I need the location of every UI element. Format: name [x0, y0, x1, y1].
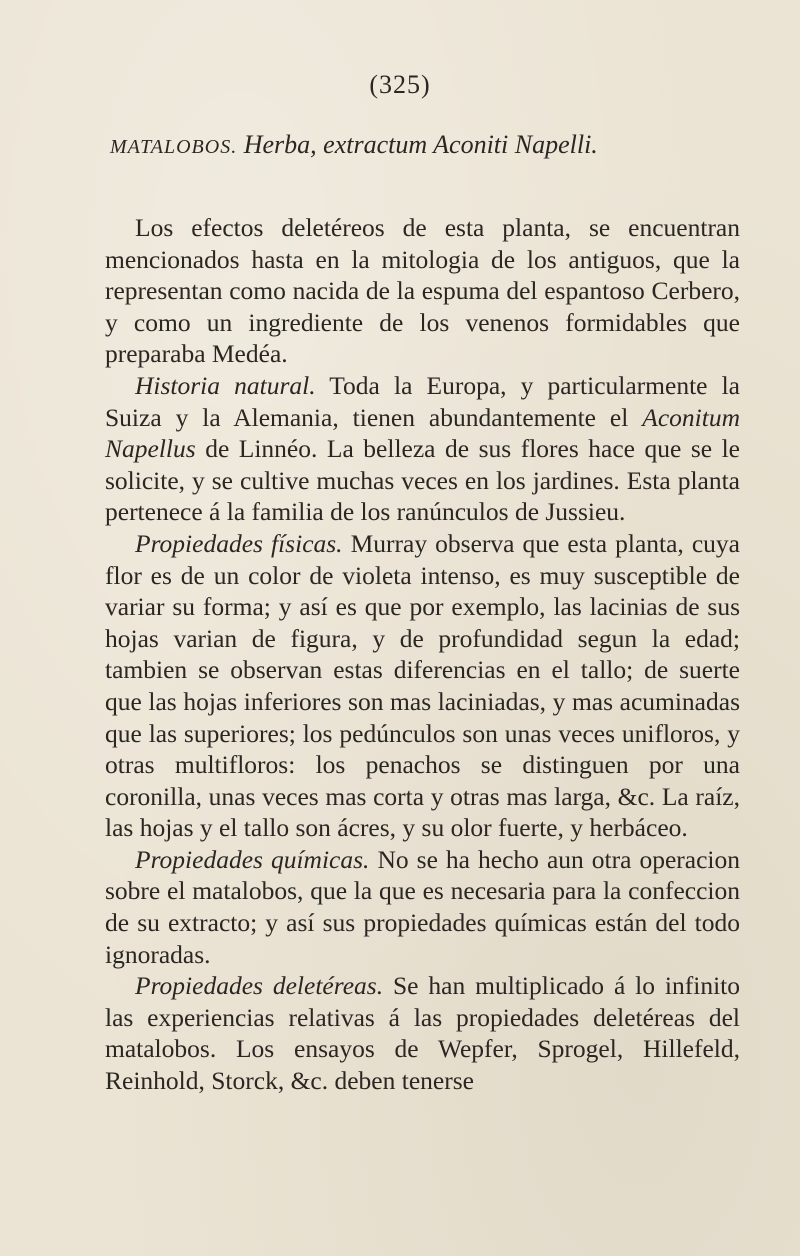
- paragraph-historia-natural: [105, 370, 740, 528]
- paragraph-text: Los efectos deletéreos de esta planta, se encuentran mencionados hasta en la mitologia de los antiguos, que la representan como nacida de la espuma del espantoso Cerbero, y como un ingrediente de los venenos formidables que preparaba Medéa.: [105, 213, 740, 369]
- paragraph-intro: [105, 212, 740, 370]
- running-head-term: MATALOBOS.: [110, 136, 238, 158]
- paragraph-text-continued: de Linnéo. La belleza de sus flores hace que se le solicite, y se cultive muchas veces en los jardines. Esta planta pertenece á la familia de los ranúnculos de Jussieu.: [105, 434, 740, 527]
- paragraph-lead: Propiedades físicas.: [135, 528, 343, 558]
- body-text: [105, 212, 740, 1097]
- paragraph-lead: Historia natural.: [135, 370, 316, 400]
- paragraph-species-name: Aconitum Napellus: [105, 402, 740, 464]
- paragraph-propiedades-quimicas: [105, 844, 740, 970]
- paragraph-propiedades-deletereas: [105, 970, 740, 1096]
- running-head-latin: Herba, extractum Aconiti Napelli.: [243, 130, 598, 159]
- paragraph-text: Murray observa que esta planta, cuya flor es de un color de violeta intenso, es muy susceptible de variar su forma; y así es que por exemplo, las lacinias de sus hojas varian de figura, y de profundidad segun la edad; tambien se observan estas diferencias en el tallo; de suerte que las hojas inferiores son mas laciniadas, y mas acuminadas que las superiores; los pedúnculos son unas veces unifloros, y otras multifloros: los penachos se distinguen por una coronilla, unas veces mas corta y otras mas larga, &c. La raíz, las hojas y el tallo son ácres, y su olor fuerte, y herbáceo.: [105, 528, 740, 843]
- paragraph-text: Se han multiplicado á lo infinito las experiencias relativas á las propiedades deletéreas del matalobos. Los ensayos de Wepfer, Sprogel, Hillefeld, Reinhold, Storck, &c. deben tenerse: [105, 971, 740, 1096]
- paragraph-propiedades-fisicas: [105, 528, 740, 844]
- paragraph-lead: Propiedades deletéreas.: [135, 971, 384, 1001]
- page-number: (325): [369, 70, 431, 99]
- paragraph-lead: Propiedades químicas.: [135, 844, 370, 874]
- paragraph-text: No se ha hecho aun otra operacion sobre el matalobos, que la que es necesaria para la confeccion de su extracto; y así sus propiedades químicas están del todo ignoradas.: [105, 844, 740, 969]
- running-head: [110, 130, 750, 160]
- paragraph-text: Toda la Europa, y particularmente la Suiza y la Alemania, tienen abundantemente el: [105, 370, 740, 432]
